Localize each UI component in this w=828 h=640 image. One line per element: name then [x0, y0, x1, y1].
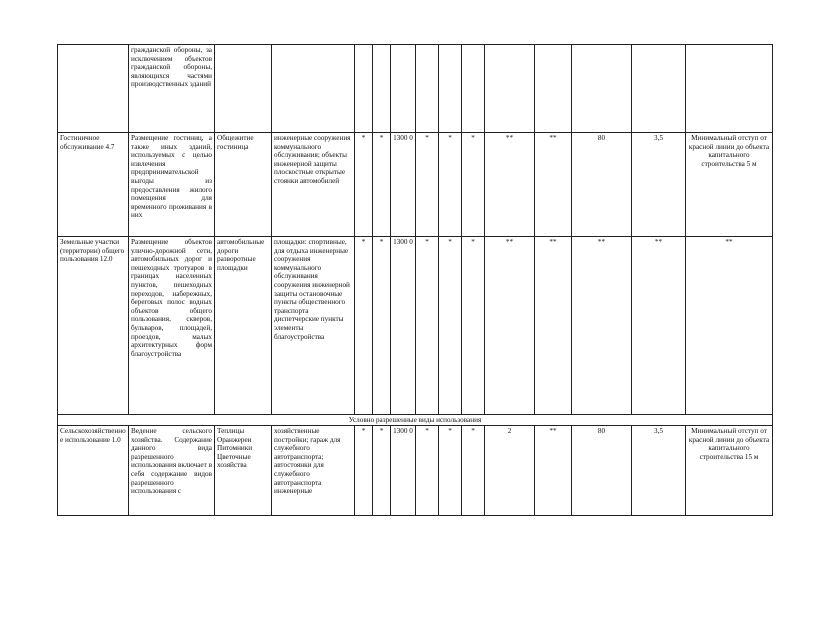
- param-cell: [535, 45, 572, 133]
- param-cell: *: [355, 237, 373, 415]
- param-cell: 2: [485, 426, 535, 516]
- use-type-description: Размещение объектов улично-дорожной сети, автомобильных дорог и пешеходных тротуаров в границах населенных пунктов, пешеходных переходов, набережных, береговых полос водных объектов общего пользования, скверов, бульваров, площадей, проездов, малых архитектурных форм благоустройства: [129, 237, 215, 415]
- main-objects: Теплицы Оранжереи Питомники Цветочные хозяйства: [215, 426, 272, 516]
- use-type-name: Земельные участки (территории) общего пользования 12.0: [58, 237, 129, 415]
- table-row: [58, 426, 773, 516]
- param-cell: 3,5: [632, 133, 686, 237]
- param-cell: *: [416, 133, 439, 237]
- param-cell: [485, 45, 535, 133]
- main-objects: Общежитие гостиница: [215, 133, 272, 237]
- param-cell: [416, 45, 439, 133]
- auxiliary-objects: хозяйственные постройки; гараж для служебного автотранспорта; автостоянки для служебного автотранспорта инженерные: [272, 426, 355, 516]
- param-cell: 80: [572, 426, 632, 516]
- auxiliary-objects: инженерные сооружения коммунального обслуживания; объекты инженерной защиты плоскостные открытые стоянки автомобилей: [272, 133, 355, 237]
- main-objects: [215, 45, 272, 133]
- table-row: [58, 133, 773, 237]
- param-cell: Минимальный отступ от красной линии до объекта капитального строительства 5 м: [686, 133, 773, 237]
- param-cell: *: [416, 426, 439, 516]
- param-cell: [439, 45, 462, 133]
- table-row: [58, 237, 773, 415]
- param-cell: [373, 45, 391, 133]
- use-type-name: [58, 45, 129, 133]
- param-cell: **: [535, 133, 572, 237]
- section-header-row: [58, 415, 773, 426]
- param-cell: *: [439, 133, 462, 237]
- param-cell: Минимальный отступ от красной линии до объекта капитального строительства 15 м: [686, 426, 773, 516]
- param-cell: *: [462, 426, 485, 516]
- param-cell: 3,5: [632, 426, 686, 516]
- param-cell: *: [355, 133, 373, 237]
- param-cell: *: [373, 237, 391, 415]
- auxiliary-objects: площадки: спортивные, для отдыха инженерные сооружения коммунального обслуживания сооружения инженерной защиты остановочные пункты общественного транспорта диспетчерские пункты элементы благоустройства: [272, 237, 355, 415]
- param-cell: **: [485, 133, 535, 237]
- table-row: [58, 45, 773, 133]
- param-cell: [572, 45, 632, 133]
- auxiliary-objects: [272, 45, 355, 133]
- use-type-description: гражданской обороны, за исключением объектов гражданской обороны, являющихся частями производственных зданий: [129, 45, 215, 133]
- use-type-description: Размещение гостиниц, а также иных зданий, используемых с целью извлечения предпринимательской выгоды из предоставления жилого помещения для временного проживания в них: [129, 133, 215, 237]
- param-cell: [391, 45, 416, 133]
- param-cell: **: [535, 426, 572, 516]
- main-objects: автомобильные дороги разворотные площадки: [215, 237, 272, 415]
- use-type-name: Гостиничное обслуживание 4.7: [58, 133, 129, 237]
- param-cell: *: [416, 237, 439, 415]
- param-cell: 1300 0: [391, 237, 416, 415]
- param-cell: [462, 45, 485, 133]
- param-cell: **: [632, 237, 686, 415]
- param-cell: **: [572, 237, 632, 415]
- param-cell: *: [462, 237, 485, 415]
- param-cell: [632, 45, 686, 133]
- param-cell: 1300 0: [391, 133, 416, 237]
- param-cell: *: [439, 237, 462, 415]
- use-type-name: Сельскохозяйственное использование 1.0: [58, 426, 129, 516]
- zoning-regulations-table: [57, 44, 773, 516]
- param-cell: 80: [572, 133, 632, 237]
- section-title: Условно разрешенные виды использования: [58, 415, 773, 426]
- param-cell: *: [439, 426, 462, 516]
- param-cell: *: [373, 426, 391, 516]
- param-cell: **: [535, 237, 572, 415]
- param-cell: *: [373, 133, 391, 237]
- param-cell: **: [485, 237, 535, 415]
- param-cell: [355, 45, 373, 133]
- param-cell: [686, 45, 773, 133]
- param-cell: *: [462, 133, 485, 237]
- param-cell: 1300 0: [391, 426, 416, 516]
- use-type-description: Ведение сельского хозяйства. Содержание данного вида разрешенного использования включает в себя содержание видов разрешенного использования с: [129, 426, 215, 516]
- param-cell: *: [355, 426, 373, 516]
- param-cell: **: [686, 237, 773, 415]
